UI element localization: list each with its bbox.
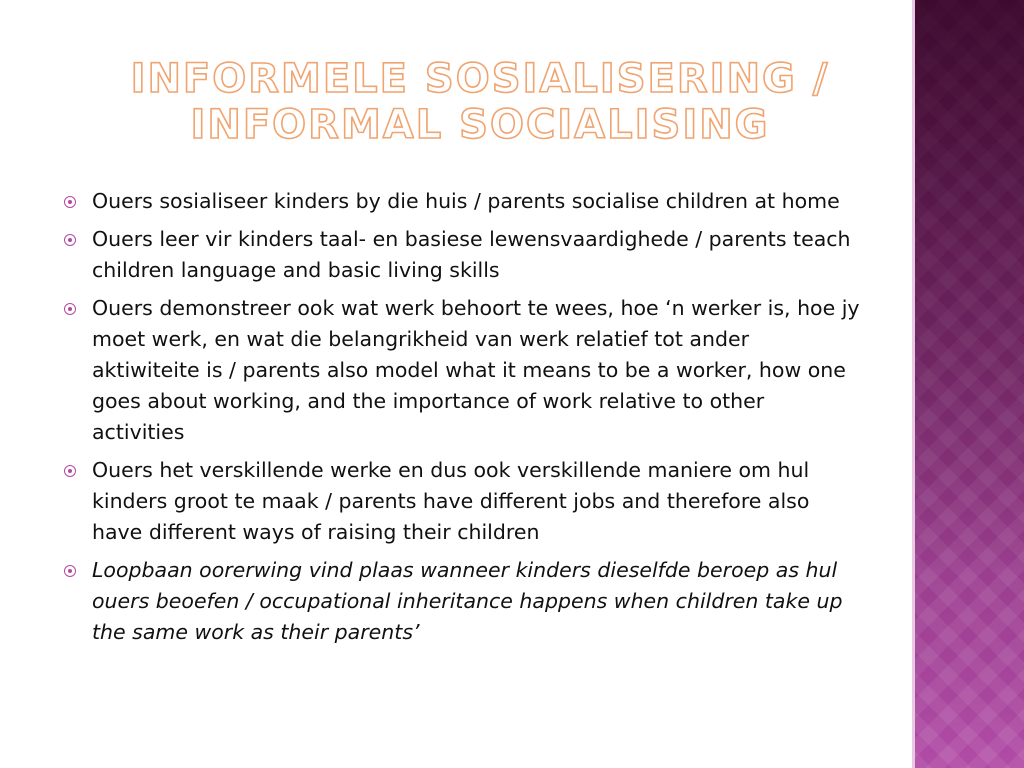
title-line-1: INFORMELE SOSIALISERING / <box>130 56 830 102</box>
bullet-item <box>62 224 862 286</box>
bullet-item <box>62 555 862 648</box>
bullet-text: Ouers demonstreer ook wat werk behoort te wees, hoe ‘n werker is, hoe jy moet werk, en wat die belangrikheid van werk relatief tot ander aktiwiteite is / parents also model what it means to be a worker, how one goes about working, and the importance of work relative to other activities <box>92 296 860 444</box>
bullet-item <box>62 455 862 548</box>
circled-dot-icon <box>64 303 76 315</box>
bullet-item <box>62 293 862 448</box>
bullet-list <box>62 186 862 655</box>
bullet-text: Ouers leer vir kinders taal- en basiese lewensvaardighede / parents teach children language and basic living skills <box>92 227 851 282</box>
circled-dot-icon <box>64 196 76 208</box>
bullet-text: Ouers sosialiseer kinders by die huis / parents socialise children at home <box>92 189 840 213</box>
side-band-edge <box>912 0 915 768</box>
bullet-text-italic: Loopbaan oorerwing vind plaas wanneer kinders dieselfde beroep as hul ouers beoefen / occupational inheritance happens when children take up the same work as their parents’ <box>92 558 843 644</box>
bullet-text: Ouers het verskillende werke en dus ook verskillende maniere om hul kinders groot te maak / parents have different jobs and therefore also have different ways of raising their children <box>92 458 810 544</box>
title-line-2: INFORMAL SOCIALISING <box>190 102 770 148</box>
slide-title <box>60 56 900 148</box>
decorative-side-band <box>912 0 1024 768</box>
circled-dot-icon <box>64 234 76 246</box>
circled-dot-icon <box>64 465 76 477</box>
bullet-item <box>62 186 862 217</box>
circled-dot-icon <box>64 565 76 577</box>
